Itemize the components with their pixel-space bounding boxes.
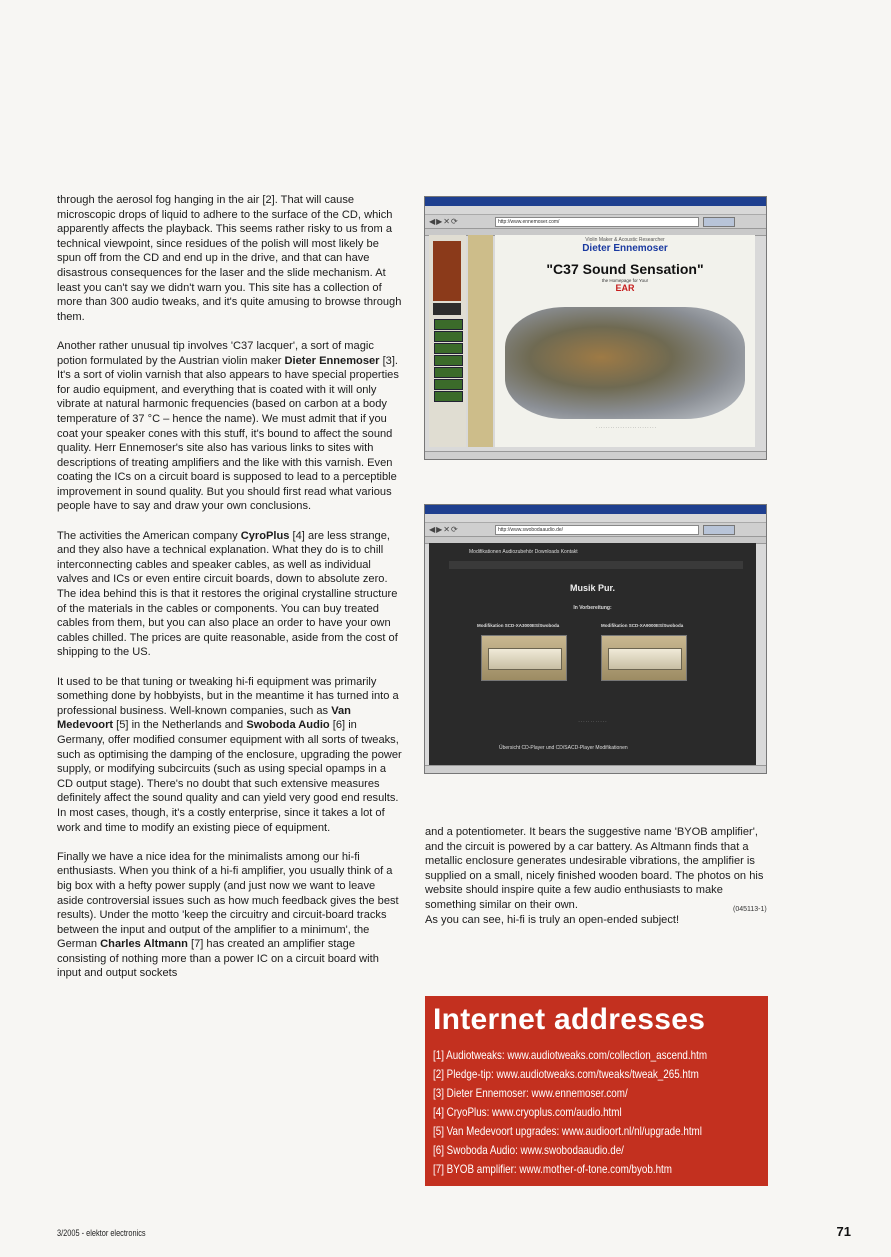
window-titlebar: [425, 505, 766, 514]
address-item: [6] Swoboda Audio: www.swobodaaudio.de/: [433, 1143, 624, 1157]
sidebar-nav-item: [434, 391, 463, 402]
address-item: [4] CryoPlus: www.cryoplus.com/audio.html: [433, 1105, 622, 1119]
name-swoboda: Swoboda Audio: [246, 719, 330, 732]
product-label-right: Modifikation SCD-XA9000ES/Swoboda: [601, 623, 684, 628]
nav-buttons-icon: ◀▶✕⟳: [429, 217, 459, 226]
site-footer-link: Übersicht CD-Player und CD/SACD-Player Modifikationen: [499, 745, 628, 751]
name-ennemoser: Dieter Ennemoser: [284, 354, 380, 367]
site-header-strip: [449, 561, 743, 569]
site-body: [429, 543, 756, 765]
site-main: [495, 235, 755, 447]
sidebar-nav-item: [434, 343, 463, 354]
address-item: [5] Van Medevoort upgrades: www.audioort.nl/nl/upgrade.html: [433, 1124, 702, 1138]
screenshot-swoboda-site: [424, 504, 767, 774]
browser-toolbar: [425, 215, 766, 229]
sidebar-nav-item: [434, 319, 463, 330]
site-sidebar: [429, 235, 466, 447]
site-subtitle: In Vorbereitung:: [573, 605, 612, 611]
paragraph-5: Finally we have a nice idea for the minimalists among our hi-fi enthusiasts. When you think of a hi-fi amplifier, you usually think of a big box with a hefty power supply (and just now we want to leave aside controversial issues such as how much feedback gives the best results). Under the motto 'keep the circuitry and circuit-board tracks between the input and output of the amplifier to a minimum', the German Charles Altmann [7] has created an amplifier stage consisting of nothing more than a power IC on a circuit board with input and output sockets: [57, 850, 399, 980]
page-number: 71: [836, 1224, 851, 1239]
left-text-column: [57, 193, 402, 981]
right-text-column: [425, 825, 765, 927]
status-bar: [425, 451, 766, 459]
window-titlebar: [425, 197, 766, 206]
paragraph-2: Another rather unusual tip involves 'C37 lacquer', a sort of magic potion formulated by the Austrian violin maker Dieter Ennemoser [3]. It's a sort of violin varnish that also appears to have special properties for audio equipment, and everything that is coated with it will only vibrate at natural harmonic frequencies (based on carbon at a body temperature of 37 °C – hence the name). We must admit that if you coat your speaker cones with this stuff, it's bound to affect the sound quality. Herr Ennemoser's site also has various links to sites with descriptions of treating amplifiers and the like with this varnish. Even coating the ICs on a circuit board is supposed to lead to a perceptible improvement in sound quality. But you should first read what various people have to say and draw your own conclusions.: [57, 339, 399, 513]
address-list: [433, 1046, 765, 1179]
sidebar-nav-item: [434, 379, 463, 390]
paragraph-7: As you can see, hi-fi is truly an open-ended subject!: [425, 913, 680, 926]
address-bar: http://www.ennemoser.com/: [495, 217, 699, 227]
violins-photo: [505, 307, 745, 419]
screenshot-ennemoser-site: [424, 196, 767, 460]
address-item: [3] Dieter Ennemoser: www.ennemoser.com/: [433, 1086, 628, 1100]
go-button-icon: [703, 217, 735, 227]
article-reference: (045113-1): [733, 906, 767, 913]
site-ear: EAR: [615, 283, 635, 293]
sidebar-nav-item: [434, 331, 463, 342]
site-title: Musik Pur.: [569, 583, 615, 593]
browser-toolbar: [425, 523, 766, 537]
site-kicker: Violin Maker & Acoustic Researcher: [585, 237, 665, 243]
box-title: Internet addresses: [433, 1003, 706, 1036]
paragraph-3: The activities the American company CyroPlus [4] are less strange, and they also have a technical explanation. What they do is to chill interconnecting cables and speaker cables, as well as individual valves and ICs or even entire circuit boards, down to absolute zero. The idea behind this is that it restores the original crystalline structure of the materials in the cables or components. You can buy treated cables from them, but you can also place an order to have your own cables chilled. The prices are quite reasonable, aside from the cost of shipping to the US.: [57, 529, 398, 659]
nav-buttons-icon: ◀▶✕⟳: [429, 525, 459, 534]
internet-addresses-box: [425, 996, 768, 1186]
site-headline: "C37 Sound Sensation": [546, 261, 704, 277]
paragraph-1: through the aerosol fog hanging in the air [2]. That will cause microscopic drops of liquid to adhere to the surface of the CD, which apparently affects the playback. This seems rather risky to us from a technical viewpoint, since residues of the polish will most likely be spun off from the CD and end up in the drive, and that can have disastrous consequences for the laser and the slide mechanism. At least you can't say we didn't warn you. This site has a collection of more than 300 audio tweaks, and it's quite amusing to browse through them.: [57, 194, 402, 323]
product-label-left: Modifikation SCD-XA3000ES/Swoboda: [477, 623, 560, 628]
address-item: [7] BYOB amplifier: www.mother-of-tone.com/byob.htm: [433, 1162, 672, 1176]
name-altmann: Charles Altmann: [100, 938, 188, 951]
address-item: [1] Audiotweaks: www.audiotweaks.com/collection_ascend.htm: [433, 1048, 708, 1062]
site-caption: · · · · · · · · · · · · · · · · · · · · · · · · ·: [596, 425, 656, 430]
sidebar-nav-item: [434, 355, 463, 366]
menu-bar: [425, 514, 766, 523]
decor-strip: [468, 235, 493, 447]
cd-player-photo-right: [601, 635, 687, 681]
site-tagline: the Homepage for Your: [601, 278, 649, 283]
violin-logo-icon: [433, 241, 461, 301]
menu-bar: [425, 206, 766, 215]
name-van-medevoort: Van Medevoort: [57, 704, 351, 732]
issue-footer: 3/2005 - elektor electronics: [57, 1228, 146, 1238]
c37-badge: [433, 303, 461, 315]
go-button-icon: [703, 525, 735, 535]
show-through-artifact: [60, 40, 850, 180]
status-bar: [425, 765, 766, 773]
site-name: Dieter Ennemoser: [582, 243, 668, 254]
site-note: · · · · · · · · · · · ·: [578, 719, 607, 724]
site-nav: Modifikationen Audiozubehör Downloads Kontakt: [469, 549, 578, 555]
paragraph-4: It used to be that tuning or tweaking hi-fi equipment was primarily something done by hobbyists, but in the meantime it has turned into a professional business. Well-known companies, such as Van Medevoort [5] in the Netherlands and Swoboda Audio [6] in Germany, offer modified consumer equipment with all sorts of tweaks, such as optimising the damping of the enclosure, upgrading the power supply, or modifying subcircuits (such as using special opamps in a CD output stage). There's no doubt that such extensive measures definitely affect the sound quality and can yield very good end results. In most cases, though, it's a costly enterprise, since it takes a lot of work and time to modify an existing piece of equipment.: [57, 675, 402, 834]
cd-player-photo-left: [481, 635, 567, 681]
sidebar-nav-item: [434, 367, 463, 378]
address-item: [2] Pledge-tip: www.audiotweaks.com/tweaks/tweak_265.htm: [433, 1067, 699, 1081]
name-cyroplus: CyroPlus: [240, 529, 290, 542]
paragraph-6: and a potentiometer. It bears the suggestive name 'BYOB amplifier', and the circuit is powered by a car battery. As Altmann finds that a metallic enclosure generates undesirable vibrations, the amplifier is supplied on a small, nicely finished wooden board. The photos on his website should inspire quite a few audio enthusiasts to make something similar on their own.: [425, 826, 764, 911]
address-bar: http://www.swobodaaudio.de/: [495, 525, 699, 535]
